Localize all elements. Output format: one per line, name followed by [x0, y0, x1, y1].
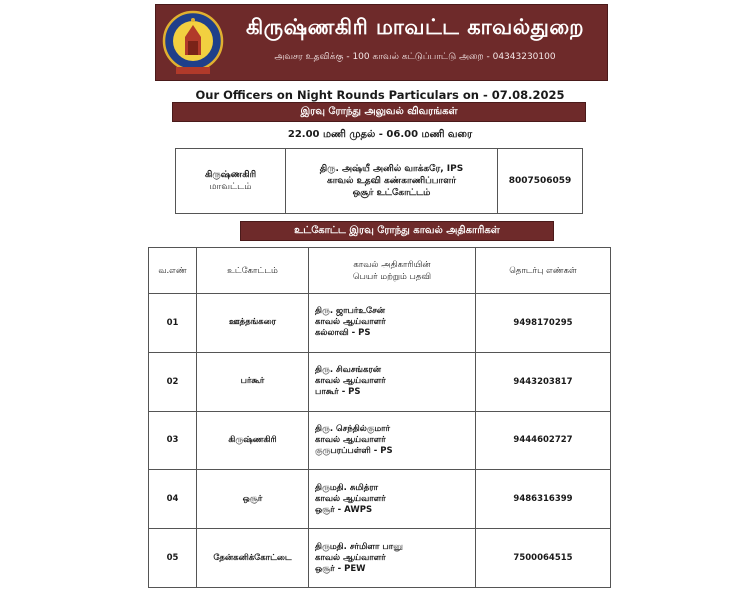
- district-name: கிருஷ்ணகிரி: [204, 170, 257, 180]
- header-officer-line1: காவல் அதிகாரியின்: [353, 259, 431, 270]
- officer-station: ஒசூர் - AWPS: [315, 504, 373, 515]
- header-officer-line2: பெயர் மற்றும் பதவி: [352, 271, 432, 282]
- officer-rank: காவல் ஆய்வாளர்: [315, 376, 386, 387]
- officer-station: கல்லாவி - PS: [315, 328, 371, 339]
- row-sl: 02: [149, 352, 197, 411]
- row-sl: 01: [149, 294, 197, 353]
- row-phone: 9443203817: [476, 352, 611, 411]
- header-officer: [309, 248, 476, 294]
- time-range: 22.00 மணி முதல் - 06.00 மணி வரை: [287, 129, 473, 140]
- row-sl: 03: [149, 411, 197, 470]
- row-phone: 9486316399: [476, 470, 611, 529]
- district-officer-table: [175, 148, 583, 214]
- header-phone: தொடர்பு எண்கள்: [476, 248, 611, 294]
- police-emblem-icon: [162, 9, 224, 77]
- table-row: [176, 149, 583, 214]
- district-officer-cell: [286, 149, 498, 214]
- row-sl: 04: [149, 470, 197, 529]
- header-banner: [155, 4, 608, 81]
- section-label-subdivision-officers: உட்கோட்ட இரவு ரோந்து காவல் அதிகாரிகள்: [240, 221, 554, 241]
- row-officer: [309, 470, 476, 529]
- officer-name: திரு. செந்தில்குமார்: [315, 423, 391, 434]
- table-row: [149, 470, 611, 529]
- row-officer: [309, 529, 476, 588]
- banner-title: கிருஷ்ணகிரி மாவட்ட காவல்துறை: [245, 15, 585, 39]
- row-phone: 9444602727: [476, 411, 611, 470]
- officer-name: திரு. அஷ்யீ அனில் வாக்கரே, IPS: [319, 164, 464, 174]
- officer-station: குருபரப்பள்ளி - PS: [315, 445, 393, 456]
- row-subdivision: கிருஷ்ணகிரி: [197, 411, 309, 470]
- header-sl: வ.எண்: [149, 248, 197, 294]
- table-row: [149, 529, 611, 588]
- officer-rank: காவல் உதவி கண்காணிப்பாளர்: [326, 176, 457, 186]
- row-officer: [309, 352, 476, 411]
- officer-station: ஒசூர் - PEW: [315, 563, 366, 574]
- section-label-night-rounds: இரவு ரோந்து அலுவல் விவரங்கள்: [172, 102, 586, 122]
- table-header-row: [149, 248, 611, 294]
- table-row: [149, 352, 611, 411]
- officer-rank: காவல் ஆய்வாளர்: [315, 317, 386, 328]
- row-officer: [309, 294, 476, 353]
- officer-name: திரு. ஜாபர்உசேன்: [315, 306, 386, 317]
- row-sl: 05: [149, 529, 197, 588]
- row-officer: [309, 411, 476, 470]
- officer-rank: காவல் ஆய்வாளர்: [315, 493, 386, 504]
- officer-name: திருமதி. சுமித்ரா: [315, 482, 379, 493]
- officer-name: திரு. சிவசங்கரன்: [315, 365, 382, 376]
- row-subdivision: ஊத்தங்கரை: [197, 294, 309, 353]
- officer-rank: காவல் ஆய்வாளர்: [315, 552, 386, 563]
- officer-name: திருமதி. சர்மிளா பானு: [315, 541, 404, 552]
- officer-station: பாகூர் - PS: [315, 387, 361, 398]
- table-row: [149, 411, 611, 470]
- officer-division: ஒசூர் உட்கோட்டம்: [352, 188, 431, 198]
- header-subdivision: உட்கோட்டம்: [197, 248, 309, 294]
- row-subdivision: தேன்கனிக்கோட்டை: [197, 529, 309, 588]
- emergency-contact-line: அவசர உதவிக்கு - 100 காவல் கட்டுப்பாட்டு அறை - 04343230100: [274, 52, 556, 62]
- officer-rank: காவல் ஆய்வாளர்: [315, 434, 386, 445]
- table-row: [149, 294, 611, 353]
- district-officer-phone: 8007506059: [498, 149, 583, 214]
- page-heading: Our Officers on Night Rounds Particulars on - 07.08.2025: [195, 88, 565, 102]
- row-phone: 7500064515: [476, 529, 611, 588]
- subdivision-officers-table: [148, 247, 611, 588]
- district-label: மாவட்டம்: [209, 182, 252, 192]
- row-subdivision: பர்கூர்: [197, 352, 309, 411]
- row-subdivision: ஒசூர்: [197, 470, 309, 529]
- row-phone: 9498170295: [476, 294, 611, 353]
- district-cell: [176, 149, 286, 214]
